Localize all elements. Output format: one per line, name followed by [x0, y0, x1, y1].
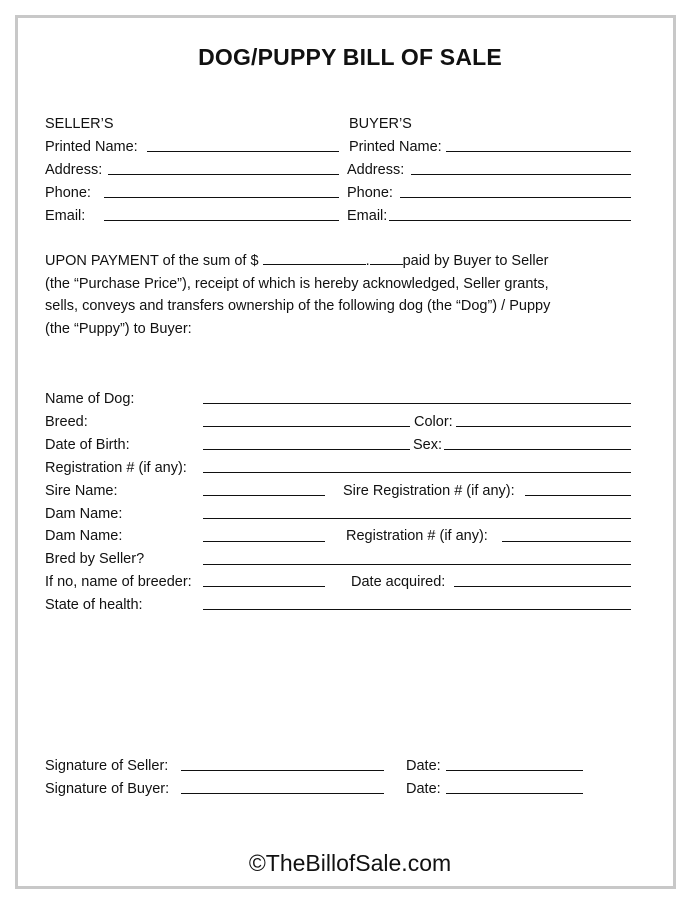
seller-phone-field[interactable]: [104, 197, 339, 198]
seller-signature-label: Signature of Seller:: [45, 758, 169, 774]
dam-name-field-1[interactable]: [203, 518, 631, 519]
seller-email-label: Email:: [45, 208, 86, 224]
seller-date-label: Date:: [406, 758, 441, 774]
footer-copyright: ©TheBillofSale.com: [248, 850, 452, 876]
breed-label: Breed:: [45, 414, 88, 430]
dob-label: Date of Birth:: [45, 437, 130, 453]
registration-label: Registration # (if any):: [45, 460, 187, 476]
seller-phone-label: Phone:: [45, 185, 91, 201]
payment-separator: .: [365, 253, 370, 269]
breeder-name-field[interactable]: [203, 586, 325, 587]
seller-signature-field[interactable]: [181, 770, 384, 771]
payment-line-4: (the “Puppy”) to Buyer:: [45, 321, 192, 338]
dob-field[interactable]: [203, 449, 410, 450]
buyer-phone-field[interactable]: [400, 197, 631, 198]
date-acquired-field[interactable]: [454, 586, 631, 587]
registration-field[interactable]: [203, 472, 631, 473]
buyer-address-label: Address:: [347, 162, 405, 178]
breed-field[interactable]: [203, 426, 410, 427]
dam-registration-field[interactable]: [502, 541, 631, 542]
color-field[interactable]: [456, 426, 631, 427]
breeder-name-label: If no, name of breeder:: [45, 574, 192, 590]
dam-name-field-2[interactable]: [203, 541, 325, 542]
seller-date-field[interactable]: [446, 770, 583, 771]
sire-name-field[interactable]: [203, 495, 325, 496]
payment-line-3: sells, conveys and transfers ownership of the following dog (the “Dog”) / Puppy: [45, 298, 551, 315]
dog-name-field[interactable]: [203, 403, 631, 404]
payment-line-2: (the “Purchase Price”), receipt of which is hereby acknowledged, Seller grants,: [45, 275, 549, 292]
document-title: DOG/PUPPY BILL OF SALE: [198, 44, 502, 70]
sex-label: Sex:: [413, 437, 443, 453]
buyer-phone-label: Phone:: [347, 185, 393, 201]
seller-printed-name-field[interactable]: [147, 151, 339, 152]
dog-name-label: Name of Dog:: [45, 391, 135, 407]
payment-lead: UPON PAYMENT of the sum of $: [45, 253, 259, 269]
buyer-address-field[interactable]: [411, 174, 631, 175]
bred-by-seller-field[interactable]: [203, 564, 631, 565]
dam-name-label-2: Dam Name:: [45, 528, 123, 544]
seller-email-field[interactable]: [104, 220, 339, 221]
sire-registration-label: Sire Registration # (if any):: [343, 483, 515, 499]
state-of-health-field[interactable]: [203, 609, 631, 610]
seller-printed-name-label: Printed Name:: [45, 139, 138, 155]
buyer-signature-field[interactable]: [181, 793, 384, 794]
date-acquired-label: Date acquired:: [351, 574, 446, 590]
bred-by-seller-label: Bred by Seller?: [45, 551, 145, 567]
payment-after-amount: paid by Buyer to Seller: [402, 253, 549, 269]
sire-registration-field[interactable]: [525, 495, 631, 496]
buyer-email-label: Email:: [347, 208, 388, 224]
buyer-date-field[interactable]: [446, 793, 583, 794]
sire-name-label: Sire Name:: [45, 483, 118, 499]
buyer-email-field[interactable]: [389, 220, 631, 221]
buyer-heading: BUYER’S: [349, 116, 412, 132]
dam-name-label-1: Dam Name:: [45, 506, 123, 522]
buyer-printed-name-field[interactable]: [446, 151, 631, 152]
state-of-health-label: State of health:: [45, 597, 143, 613]
dam-registration-label: Registration # (if any):: [346, 528, 488, 544]
buyer-date-label: Date:: [406, 781, 441, 797]
sex-field[interactable]: [444, 449, 631, 450]
seller-heading: SELLER’S: [45, 116, 114, 132]
payment-paragraph: [45, 250, 605, 341]
buyer-printed-name-label: Printed Name:: [349, 139, 442, 155]
purchase-price-cents-field[interactable]: [370, 250, 403, 265]
payment-line-1: [45, 250, 605, 273]
color-label: Color:: [414, 414, 453, 430]
seller-address-label: Address:: [45, 162, 103, 178]
buyer-signature-label: Signature of Buyer:: [45, 781, 170, 797]
seller-address-field[interactable]: [108, 174, 339, 175]
purchase-price-dollars-field[interactable]: [263, 250, 366, 265]
